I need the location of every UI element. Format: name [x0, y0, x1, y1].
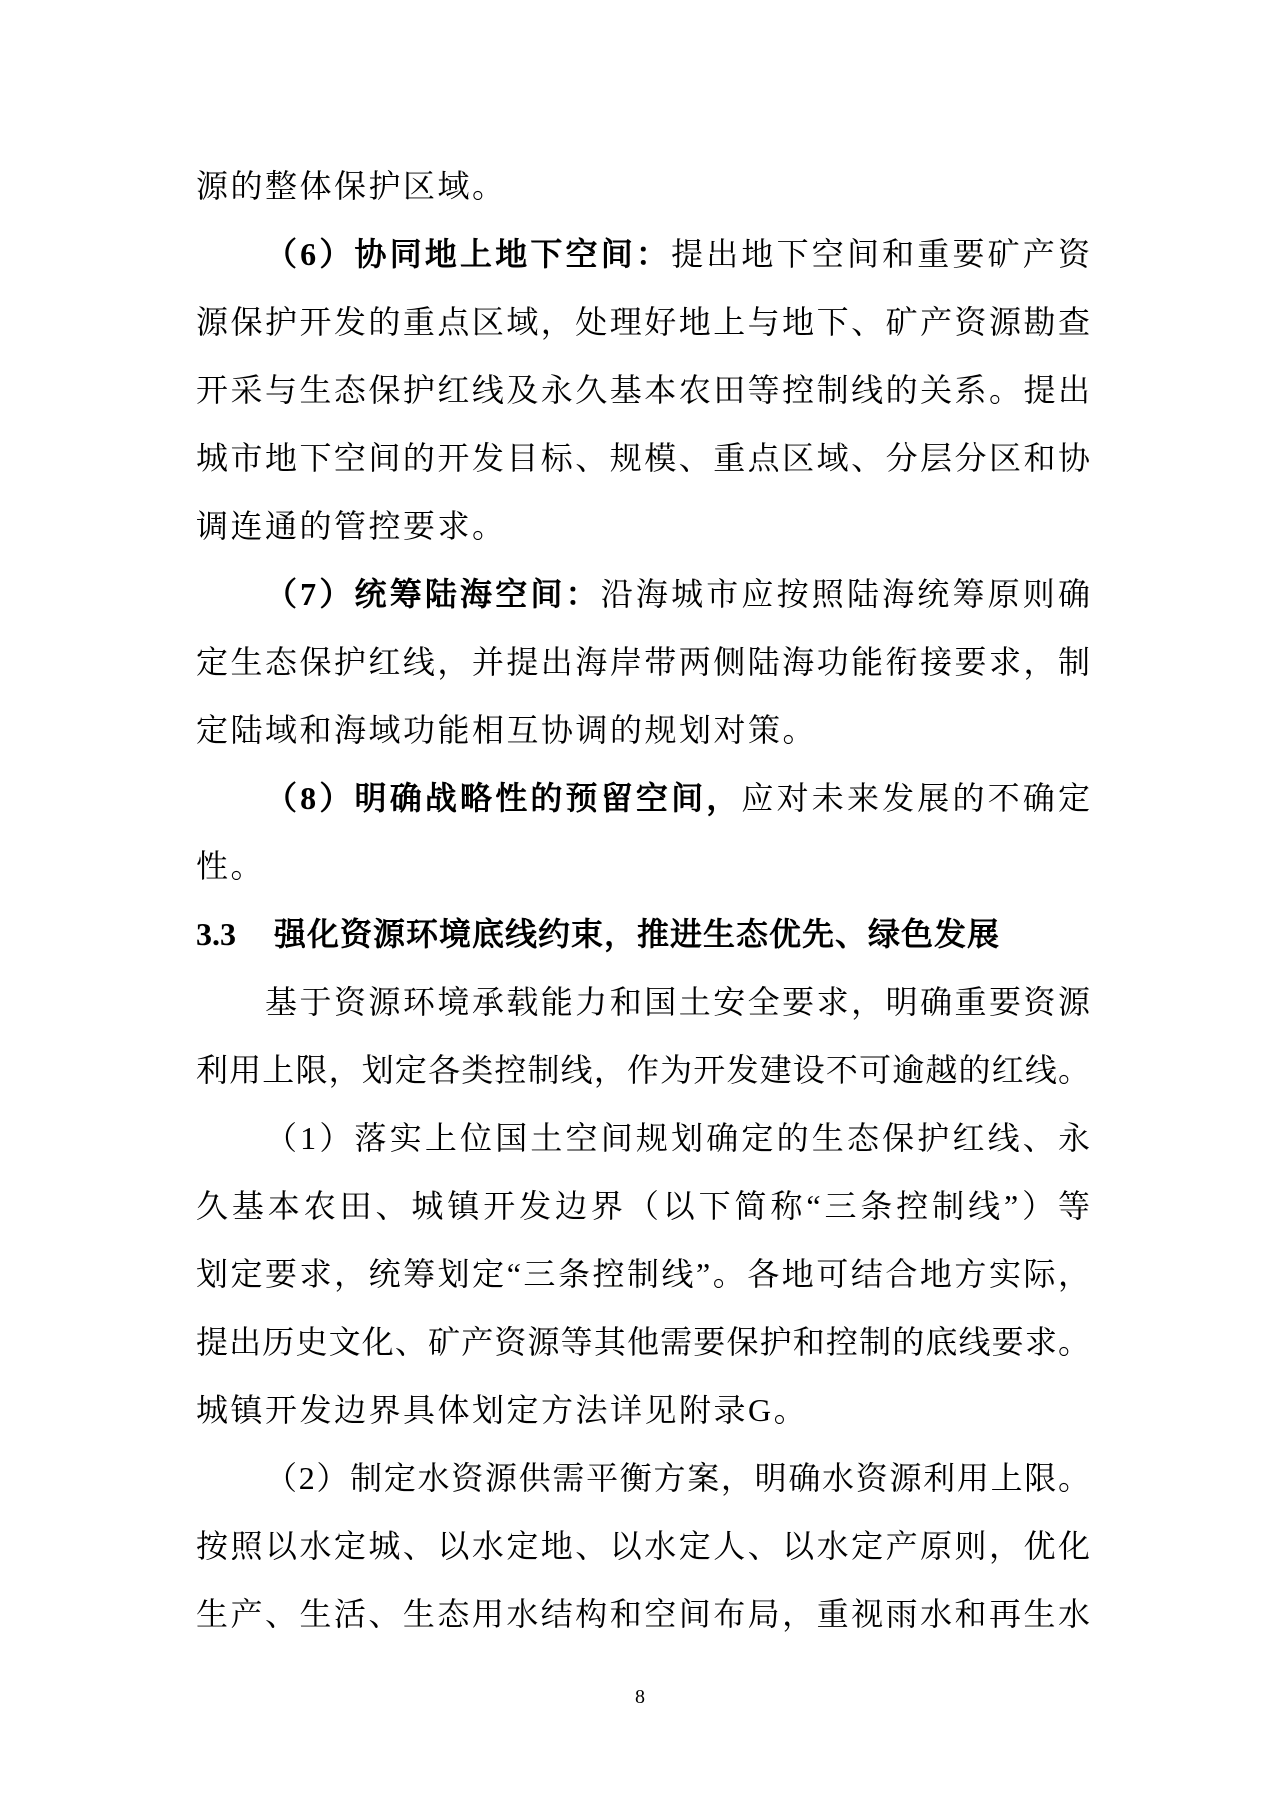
text-line [196, 1308, 1090, 1376]
text-run: 按照以水定城、以水定地、以水定人、以水定产原则，优化 [196, 1528, 1090, 1564]
text-run: 应对未来发展的不确定 [741, 780, 1090, 816]
section-title: 强化资源环境底线约束，推进生态优先、绿色发展 [274, 916, 1001, 952]
text-line [196, 288, 1090, 356]
text-line [196, 1240, 1090, 1308]
text-line [196, 1580, 1090, 1648]
text-run: 利用上限，划定各类控制线，作为开发建设不可逾越的红线。 [196, 1052, 1090, 1088]
text-line [196, 356, 1090, 424]
text-line [196, 1104, 1090, 1172]
text-line [196, 1172, 1090, 1240]
text-run: 定陆域和海域功能相互协调的规划对策。 [196, 712, 818, 748]
text-line [196, 1444, 1090, 1512]
text-line [196, 696, 1090, 764]
text-line [196, 1512, 1090, 1580]
text-run: 提出历史文化、矿产资源等其他需要保护和控制的底线要求。 [196, 1324, 1090, 1360]
text-line [196, 424, 1090, 492]
text-run: 城镇开发边界具体划定方法详见附录G。 [196, 1392, 809, 1428]
text-line [196, 628, 1090, 696]
bold-run: （8）明确战略性的预留空间， [265, 780, 742, 816]
text-run: （1）落实上位国土空间规划确定的生态保护红线、永 [265, 1120, 1090, 1156]
document-text-block [196, 152, 1090, 1648]
text-run: 城市地下空间的开发目标、规模、重点区域、分层分区和协 [196, 440, 1090, 476]
bold-run: （7）统筹陆海空间： [265, 576, 601, 612]
text-line [196, 1376, 1090, 1444]
text-run: 源的整体保护区域。 [196, 168, 507, 204]
section-number: 3.3 [196, 916, 236, 952]
text-line [196, 560, 1090, 628]
text-run: 源保护开发的重点区域，处理好地上与地下、矿产资源勘查 [196, 304, 1090, 340]
text-run: 定生态保护红线，并提出海岸带两侧陆海功能衔接要求，制 [196, 644, 1090, 680]
text-line [196, 1036, 1090, 1104]
text-run: 调连通的管控要求。 [196, 508, 507, 544]
text-line [196, 152, 1090, 220]
text-run: 基于资源环境承载能力和国土安全要求，明确重要资源 [265, 984, 1090, 1020]
text-run: 久基本农田、城镇开发边界（以下简称“三条控制线”）等 [196, 1188, 1090, 1224]
section-heading [196, 900, 1090, 968]
text-run: 划定要求，统筹划定“三条控制线”。各地可结合地方实际， [196, 1256, 1090, 1292]
text-run: 开采与生态保护红线及永久基本农田等控制线的关系。提出 [196, 372, 1090, 408]
text-run: （2）制定水资源供需平衡方案，明确水资源利用上限。 [265, 1460, 1090, 1496]
text-run: 提出地下空间和重要矿产资 [671, 236, 1090, 272]
page-number: 8 [635, 1686, 645, 1708]
text-line [196, 764, 1090, 832]
text-line [196, 220, 1090, 288]
bold-run: （6）协同地上地下空间： [265, 236, 672, 272]
text-run: 沿海城市应按照陆海统筹原则确 [600, 576, 1090, 612]
text-run: 性。 [196, 848, 266, 884]
text-line [196, 492, 1090, 560]
text-line [196, 832, 1090, 900]
text-run: 生产、生活、生态用水结构和空间布局，重视雨水和再生水 [196, 1596, 1090, 1632]
text-line [196, 968, 1090, 1036]
